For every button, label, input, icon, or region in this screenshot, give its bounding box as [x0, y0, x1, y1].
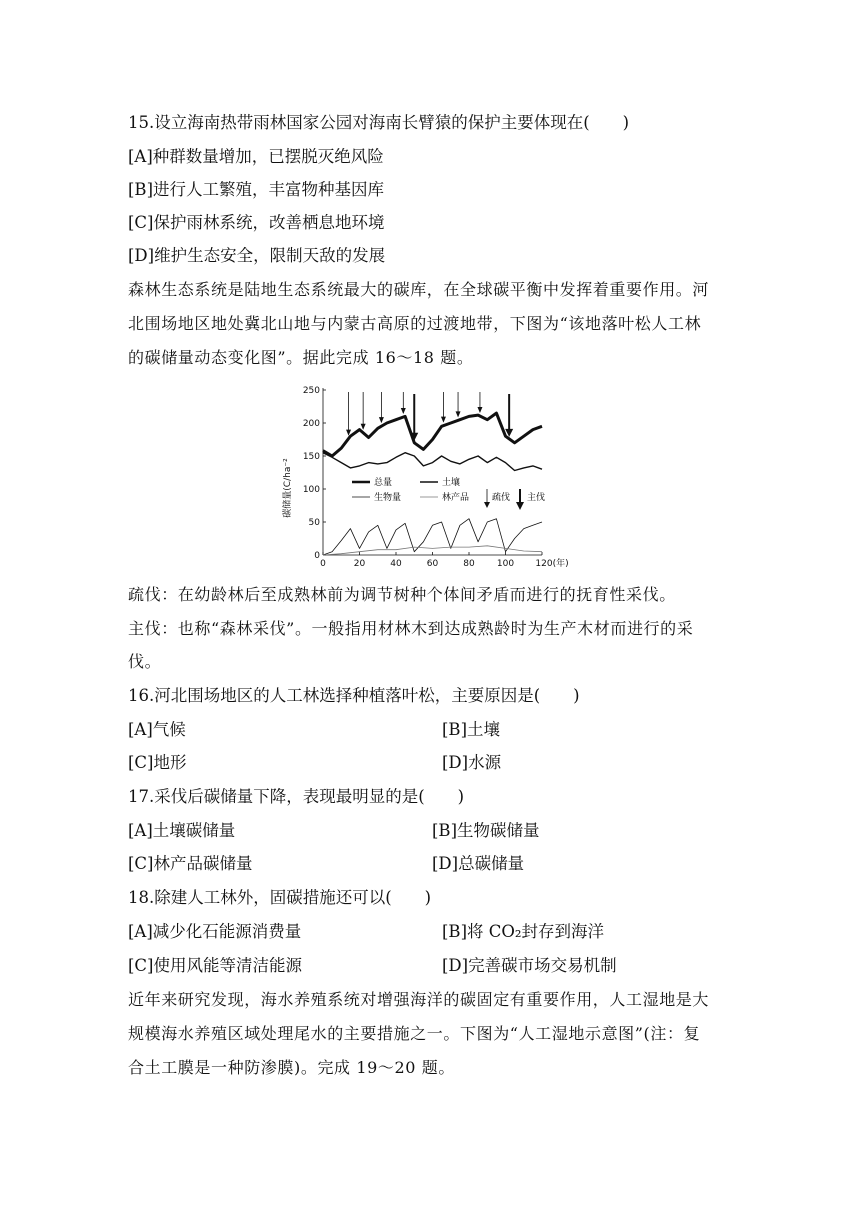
thinning-arrowhead [477, 407, 482, 413]
thinning-arrowhead [441, 417, 446, 423]
q16-stem: 16.河北围场地区的人工林选择种植落叶松，主要原因是( ) [128, 686, 580, 705]
q18-option-d: [D]完善碳市场交易机制 [442, 956, 617, 975]
q17-option-b: [B]生物碳储量 [432, 821, 540, 840]
intro2-line-3: 合土工膜是一种防渗膜)。完成 19～20 题。 [128, 1058, 455, 1077]
legend-thinning-arrowhead [484, 502, 490, 508]
q17-stem: 17.采伐后碳储量下降，表现最明显的是( ) [128, 787, 465, 806]
q18-stem: 18.除建人工林外，固碳措施还可以( ) [128, 888, 432, 907]
legend-total: 总量 [374, 478, 393, 488]
q18-option-b: [B]将 CO₂封存到海洋 [442, 922, 605, 941]
legend-final-cut-arrowhead [516, 502, 524, 510]
q17-option-a: [A]土壤碳储量 [128, 821, 236, 840]
q15-option-b: [B]进行人工繁殖，丰富物种基因库 [128, 180, 384, 199]
y-tick-label: 50 [308, 518, 320, 528]
series-soil-line [323, 453, 542, 471]
chart-axes [303, 386, 569, 569]
q15-option-a: [A]种群数量增加，已摆脱灭绝风险 [128, 147, 384, 166]
legend-biomass: 生物量 [374, 493, 402, 503]
x-tick-label: 20 [353, 559, 366, 569]
intro1-line-3: 的碳储量动态变化图”。据此完成 16～18 题。 [128, 348, 474, 367]
q16-option-b: [B]土壤 [442, 720, 500, 739]
legend-thinning: 疏伐 [492, 493, 511, 503]
intro1-line-2: 北围场地区地处冀北山地与内蒙古高原的过渡地带，下图为“该地落叶松人工林 [128, 314, 702, 333]
y-axis-label: 碳储量(C/ha⁻² [283, 458, 293, 518]
q15-option-d: [D]维护生态安全，限制天敌的发展 [128, 246, 386, 265]
y-tick-label: 100 [302, 485, 320, 495]
y-tick-label: 250 [302, 386, 320, 396]
chart-svg [280, 378, 590, 573]
y-tick-label: 200 [302, 419, 320, 429]
thinning-arrowhead [361, 424, 366, 430]
legend-wood-products: 林产品 [442, 493, 470, 503]
intro2-line-1: 近年来研究发现，海水养殖系统对增强海洋的碳固定有重要作用，人工湿地是大 [128, 990, 710, 1009]
intro1-line-1: 森林生态系统是陆地生态系统最大的碳库，在全球碳平衡中发挥着重要作用。河 [128, 280, 710, 299]
thinning-arrowhead [401, 408, 406, 414]
x-tick-label: 0 [320, 559, 326, 569]
q18-option-c: [C]使用风能等清洁能源 [128, 956, 302, 975]
x-tick-label: 80 [463, 559, 475, 569]
q15-option-c: [C]保护雨林系统，改善栖息地环境 [128, 213, 385, 232]
legend-soil: 土壤 [442, 478, 461, 488]
x-tick-label: 100 [496, 559, 515, 569]
q16-option-a: [A]气候 [128, 720, 186, 739]
note-final-cut-2: 伐。 [128, 652, 162, 671]
q15-stem: 15.设立海南热带雨林国家公园对海南长臂猿的保护主要体现在( ) [128, 113, 630, 132]
thinning-arrowhead [456, 411, 461, 417]
carbon-storage-chart [280, 378, 590, 573]
y-tick-label: 150 [302, 452, 320, 462]
x-tick-label: 40 [390, 559, 402, 569]
q17-option-c: [C]林产品碳储量 [128, 854, 253, 873]
series-biomass-line [323, 519, 542, 555]
note-thinning: 疏伐：在幼龄林后至成熟林前为调节树种个体间矛盾而进行的抚育性采伐。 [128, 585, 676, 604]
y-tick-label: 0 [314, 551, 320, 561]
note-final-cut-1: 主伐：也称“森林采伐”。一般指用材林木到达成熟龄时为生产木材而进行的采 [128, 619, 694, 638]
x-tick-label: 120(年) [535, 559, 569, 569]
q16-option-d: [D]水源 [442, 753, 502, 772]
x-tick-label: 60 [426, 559, 439, 569]
chart-legend [352, 476, 545, 510]
thinning-arrowhead [379, 417, 384, 423]
q18-option-a: [A]减少化石能源消费量 [128, 922, 302, 941]
q16-option-c: [C]地形 [128, 753, 187, 772]
intro2-line-2: 规模海水养殖区域处理尾水的主要措施之一。下图为“人工湿地示意图”(注：复 [128, 1024, 701, 1043]
q17-option-d: [D]总碳储量 [432, 854, 525, 873]
legend-final-cut: 主伐 [527, 493, 546, 503]
